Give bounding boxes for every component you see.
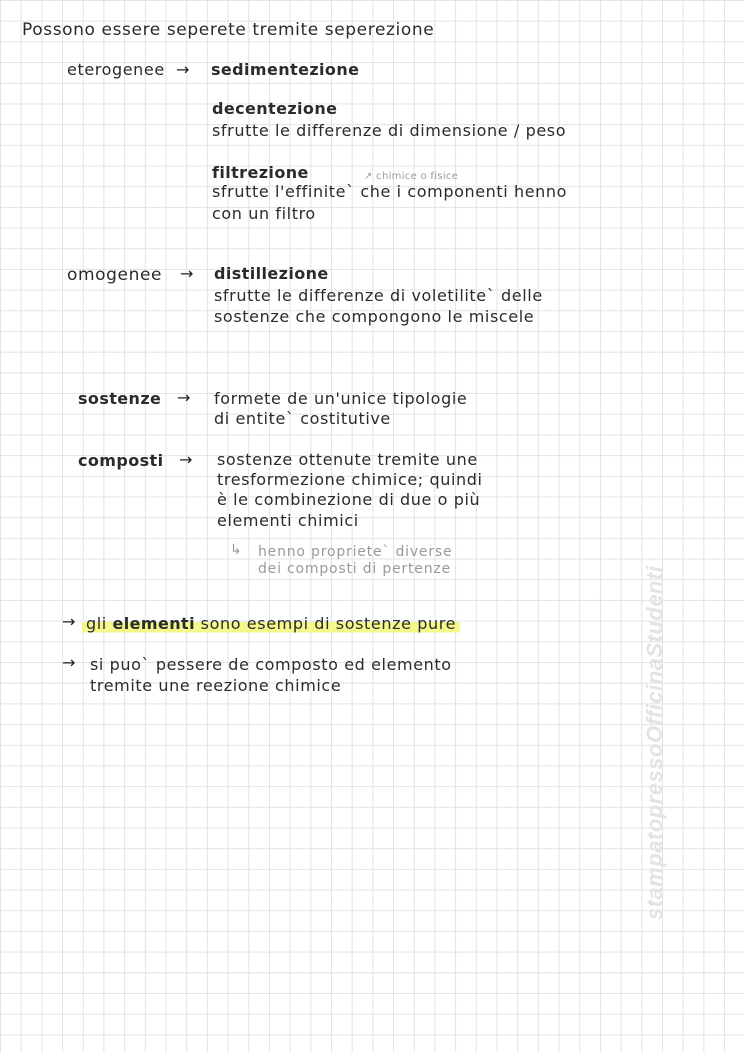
compounds-desc-line-4: elementi chimici [217, 511, 359, 530]
decantation-desc: sfrutte le differenze di dimensione / peso [212, 121, 567, 140]
compounds-desc-line-3: è le combinezione di due o più [217, 490, 481, 509]
method-filtration: filtrezione [212, 163, 309, 182]
arrow-icon: → [176, 60, 190, 79]
arrow-icon: → [179, 450, 193, 469]
heterogeneous-label: eterogenee [67, 60, 165, 79]
filtration-note: ↗ chimice o fisice [364, 171, 459, 182]
distillation-desc-line-1: sfrutte le differenze di voletilite` delle [214, 286, 543, 305]
substances-desc-line-2: di entite` costitutive [214, 409, 391, 428]
arrow-icon: → [62, 612, 76, 631]
filtration-note-text: chimice o fisice [376, 171, 459, 182]
compounds-desc-line-1: sostenze ottenute tremite une [217, 450, 478, 469]
method-distillation: distillezione [214, 264, 329, 283]
distillation-desc-line-2: sostenze che compongono le miscele [214, 307, 535, 326]
homogeneous-label: omogenee [67, 265, 163, 285]
method-decantation: decentezione [212, 99, 338, 118]
hook-arrow-icon: ↳ [230, 542, 243, 558]
arrow-icon: → [177, 388, 191, 407]
highlighted-statement [82, 614, 460, 634]
substances-label: sostenze [78, 389, 162, 408]
final-point-line-2: tremite une reezione chimice [90, 676, 342, 695]
highlight-rest: sono esempi di sostenze pure [200, 614, 457, 633]
compounds-note-line-2: dei composti di pertenze [258, 561, 451, 577]
substances-desc-line-1: formete de un'unice tipologie [214, 389, 468, 408]
page-heading: Possono essere seperete tremite seperezione [22, 20, 435, 40]
final-point-line-1: si puo` pessere de composto ed elemento [90, 655, 452, 674]
compounds-desc-line-2: tresformezione chimice; quindi [217, 470, 483, 489]
watermark-text: stampatopressoOfficinaStudenti [642, 565, 667, 920]
filtration-desc-line-2: con un filtro [212, 204, 316, 223]
method-sedimentation: sedimentezione [211, 60, 360, 79]
highlight-term: elementi [112, 614, 195, 633]
filtration-desc-line-1: sfrutte l'effinite` che i componenti henno [212, 182, 568, 201]
arrow-icon: → [180, 264, 194, 283]
arrow-icon: → [62, 653, 76, 672]
compounds-note-line-1: henno propriete` diverse [258, 544, 453, 560]
highlight-prefix: gli [86, 614, 107, 633]
compounds-label: composti [78, 451, 164, 470]
